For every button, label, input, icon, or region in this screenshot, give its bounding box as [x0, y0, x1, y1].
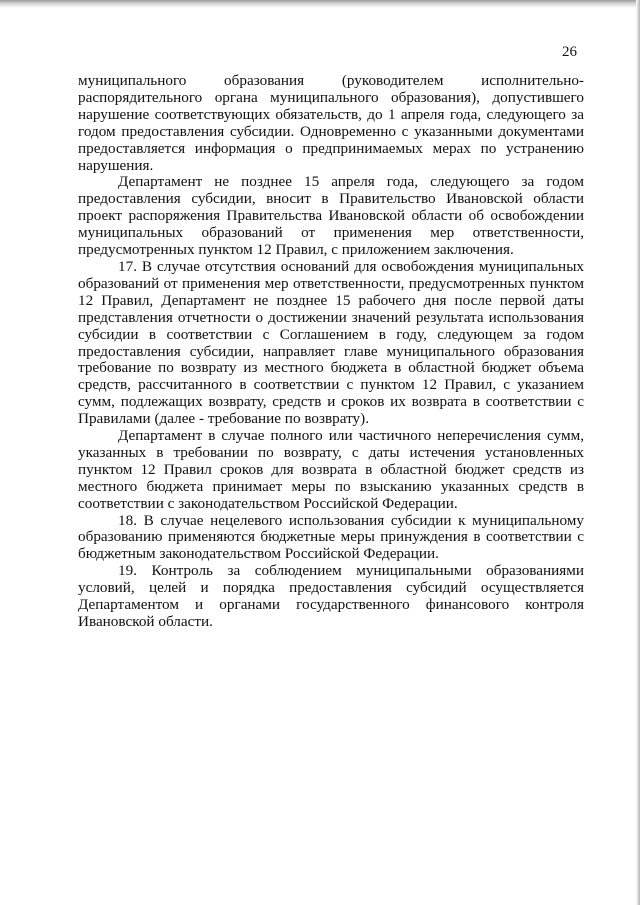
scan-right-edge: [636, 0, 640, 905]
paragraph-item-18: 18. В случае нецелевого использования субсидии к муниципальному образованию применяются бюджетные меры принуждения в соответствии с бюджетным законодательством Российской Федерации.: [78, 511, 584, 563]
paragraph-item-19: 19. Контроль за соблюдением муниципальными образованиями условий, целей и порядка предоставления субсидий осуществляется Департаментом и органами государственного финансового контроля Ивановской области.: [78, 562, 584, 630]
document-body: [78, 73, 584, 631]
scan-top-edge: [0, 0, 640, 8]
paragraph-item-17: 17. В случае отсутствия оснований для освобождения муниципальных образований от применения мер ответственности, предусмотренных пунктом 12 Правил, Департамент не позднее 15 рабочего дня после первой даты представления отчетности о достижении значений результата использования субсидии в соответствии с Соглашением в году, следующем за годом предоставления субсидии, направляет главе муниципального образования требование по возврату из местного бюджета в областной бюджет объема средств, рассчитанного в соответствии с пунктом 12 Правил, с указанием сумм, подлежащих возврату, средств и сроков их возврата в соответствии с Правилами (далее - требование по возврату).: [78, 257, 584, 428]
page-number: 26: [562, 44, 577, 60]
paragraph-department-deadline: Департамент не позднее 15 апреля года, следующего за годом предоставления субсидии, вносит в Правительство Ивановской области проект распоряжения Правительства Ивановской области об освобождении муниципальных образований от применения мер ответственности, предусмотренных пунктом 12 Правил, с приложением заключения.: [78, 173, 584, 259]
paragraph-recovery-measures: Департамент в случае полного или частичного неперечисления сумм, указанных в требовании по возврату, с даты истечения установленных пунктом 12 Правил сроков для возврата в областной бюджет средств из местного бюджета принимает меры по взысканию указанных средств в соответствии с законодательством Российской Федерации.: [78, 427, 584, 512]
paragraph-continuation: муниципального образования (руководителем исполнительно-распорядительного органа муниципального образования), допустившего нарушение соответствующих обязательств, до 1 апреля года, следующего за годом предоставления субсидии. Одновременно с указанными документами предоставляется информация о предпринимаемых мерах по устранению нарушения.: [78, 72, 584, 174]
